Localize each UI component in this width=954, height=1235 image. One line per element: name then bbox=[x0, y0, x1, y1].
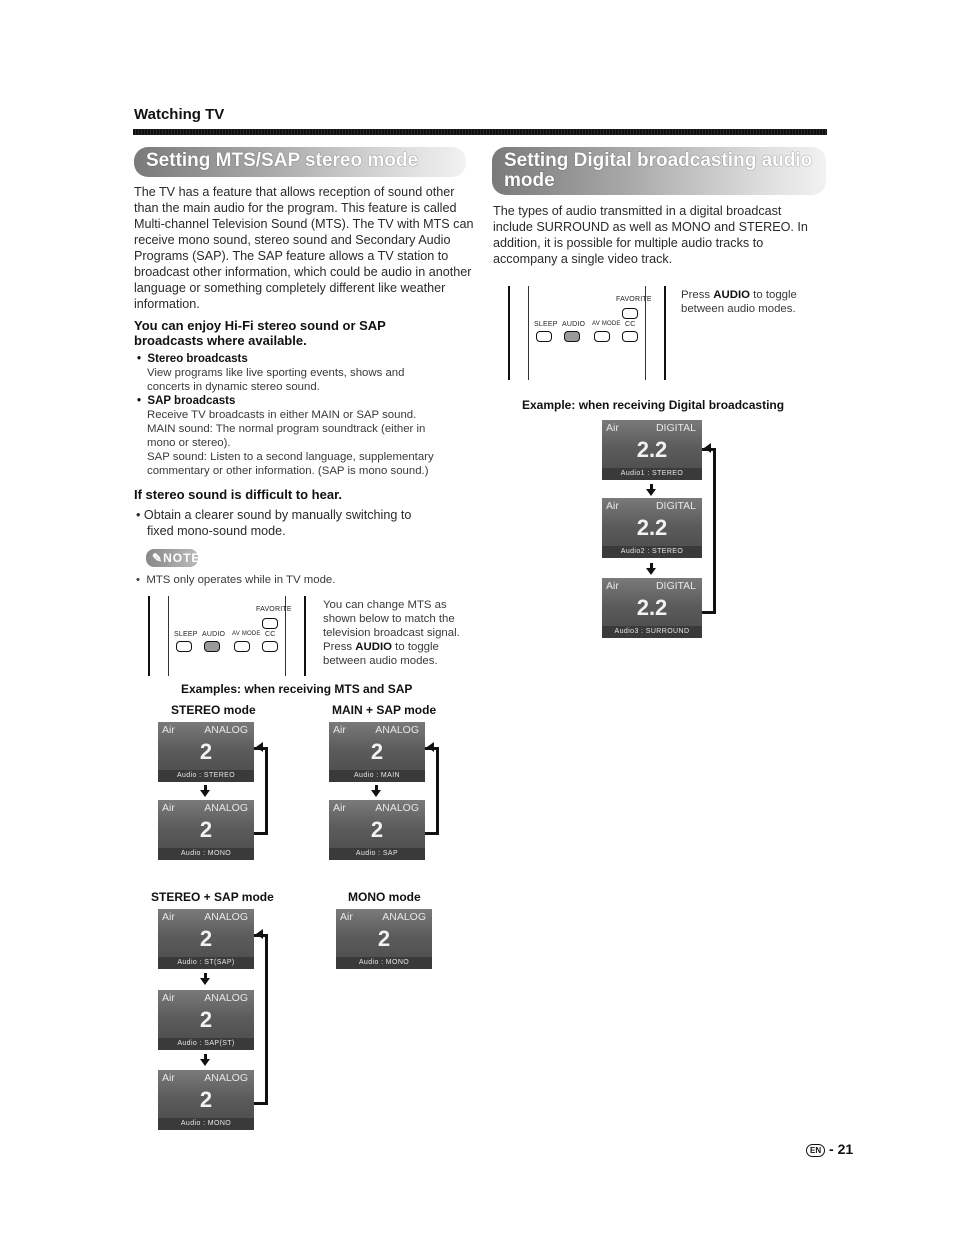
difficult-text-1: Obtain a clearer sound by manually switching to bbox=[143, 508, 412, 522]
stereo-mode-caption: STEREO mode bbox=[171, 703, 256, 717]
remote-text-5: between audio modes. bbox=[323, 655, 438, 667]
remote-text-4-post: to toggle bbox=[391, 641, 439, 653]
audio-status: Audio : MONO bbox=[336, 957, 432, 969]
mts-intro-paragraph: The TV has a feature that allows reception of sound other than the main audio for the program. This feature is called Multi-channel Television Sound (MTS). The TV with MTS can receive mono sound, stereo sound and Secondary Audio Programs (SAP). The SAP feature allows a TV station to broadcast other information, which could be audio in another language or something completely different like weather information. bbox=[134, 185, 474, 311]
channel-number: 2 bbox=[199, 817, 213, 842]
stereo-text-2: concerts in dynamic stereo sound. bbox=[147, 381, 320, 393]
difficult-bullet: • Obtain a clearer sound by manually switching to bbox=[136, 508, 412, 522]
analog-label: ANALOG bbox=[382, 911, 426, 923]
cycle-bracket bbox=[254, 934, 268, 1105]
audio-status: Audio : ST(SAP) bbox=[158, 957, 254, 969]
cc-button[interactable] bbox=[262, 641, 278, 652]
audio-status: Audio : MAIN bbox=[329, 770, 425, 782]
tv-info-st-sap bbox=[158, 909, 254, 969]
remote-illustration-left bbox=[148, 596, 306, 676]
audio-status: Audio1 : STEREO bbox=[602, 468, 702, 480]
air-label: Air bbox=[333, 724, 346, 736]
avmode-button[interactable] bbox=[234, 641, 250, 652]
audio-button[interactable] bbox=[204, 641, 220, 652]
sleep-button[interactable] bbox=[176, 641, 192, 652]
down-arrow-icon bbox=[200, 790, 210, 797]
audio-status: Audio : STEREO bbox=[158, 770, 254, 782]
left-arrow-icon bbox=[427, 742, 434, 752]
favorite-button[interactable] bbox=[622, 308, 638, 319]
channel-number: 2.2 bbox=[636, 437, 668, 462]
examples-caption: Examples: when receiving MTS and SAP bbox=[181, 682, 413, 696]
press-bold: AUDIO bbox=[713, 289, 750, 301]
analog-label: ANALOG bbox=[204, 802, 248, 814]
air-label: Air bbox=[162, 1072, 175, 1084]
channel-number: 2.2 bbox=[636, 515, 668, 540]
audio-status: Audio : SAP(ST) bbox=[158, 1038, 254, 1050]
tv-info-stereo bbox=[158, 722, 254, 782]
main-sap-mode-caption: MAIN + SAP mode bbox=[332, 703, 437, 717]
mono-mode-caption: MONO mode bbox=[348, 890, 421, 904]
remote-text-3: television broadcast signal. bbox=[323, 627, 460, 639]
digital-example-caption: Example: when receiving Digital broadcasting bbox=[522, 398, 785, 412]
analog-label: ANALOG bbox=[375, 724, 419, 736]
sleep-label: SLEEP bbox=[534, 321, 558, 328]
sleep-label: SLEEP bbox=[174, 631, 198, 638]
avmode-label: AV MODE bbox=[592, 321, 621, 327]
air-label: Air bbox=[606, 580, 619, 592]
tv-info-audio2 bbox=[602, 498, 702, 558]
remote-illustration-right bbox=[508, 286, 666, 380]
audio-status: Audio : MONO bbox=[158, 1118, 254, 1130]
air-label: Air bbox=[606, 500, 619, 512]
cc-label: CC bbox=[625, 321, 636, 328]
difficult-heading: If stereo sound is difficult to hear. bbox=[134, 487, 343, 502]
press-audio-text bbox=[681, 288, 797, 302]
tv-info-sap bbox=[329, 800, 425, 860]
channel-number: 2 bbox=[199, 1087, 213, 1112]
digital-label: DIGITAL bbox=[655, 500, 696, 512]
left-arrow-icon bbox=[704, 443, 711, 453]
header-rule bbox=[133, 129, 827, 135]
analog-label: ANALOG bbox=[204, 992, 248, 1004]
down-arrow-icon bbox=[200, 1059, 210, 1066]
sleep-button[interactable] bbox=[536, 331, 552, 342]
sap-text-4: SAP sound: Listen to a second language, supplementary bbox=[147, 451, 434, 463]
down-arrow-icon bbox=[646, 489, 656, 496]
press-post: to toggle bbox=[749, 289, 797, 301]
cycle-bracket bbox=[702, 448, 716, 614]
channel-number: 2 bbox=[199, 926, 213, 951]
favorite-label: FAVORITE bbox=[256, 606, 292, 613]
tv-info-mono-only bbox=[336, 909, 432, 969]
digital-title-line2: mode bbox=[504, 170, 555, 191]
digital-label: DIGITAL bbox=[655, 580, 696, 592]
audio-label: AUDIO bbox=[562, 321, 586, 328]
note-bullet: • MTS only operates while in TV mode. bbox=[136, 574, 336, 586]
analog-label: ANALOG bbox=[204, 724, 248, 736]
tv-info-main bbox=[329, 722, 425, 782]
audio-status: Audio2 : STEREO bbox=[602, 546, 702, 558]
air-label: Air bbox=[162, 724, 175, 736]
air-label: Air bbox=[333, 802, 346, 814]
hifi-heading-line2: broadcasts where available. bbox=[134, 333, 307, 348]
avmode-button[interactable] bbox=[594, 331, 610, 342]
section-title-digital-audio bbox=[492, 147, 826, 195]
audio-button[interactable] bbox=[564, 331, 580, 342]
air-label: Air bbox=[162, 992, 175, 1004]
down-arrow-icon bbox=[371, 790, 381, 797]
sap-text-3: mono or stereo). bbox=[147, 437, 231, 449]
tv-info-audio1 bbox=[602, 420, 702, 480]
remote-text-1: You can change MTS as bbox=[323, 599, 447, 611]
air-label: Air bbox=[606, 422, 619, 434]
tv-info-sap-st bbox=[158, 990, 254, 1050]
stereo-broadcasts-heading: Stereo broadcasts bbox=[147, 353, 248, 365]
sap-bullet: • SAP broadcasts bbox=[137, 395, 236, 407]
sap-text-5: commentary or other information. (SAP is mono sound.) bbox=[147, 465, 429, 477]
section-title-mts-sap: Setting MTS/SAP stereo mode bbox=[134, 147, 466, 177]
tv-info-audio3 bbox=[602, 578, 702, 638]
note-badge bbox=[146, 549, 201, 567]
press-pre: Press bbox=[681, 289, 714, 301]
air-label: Air bbox=[340, 911, 353, 923]
hifi-heading-line1: You can enjoy Hi-Fi stereo sound or SAP bbox=[134, 318, 386, 333]
digital-intro-paragraph: The types of audio transmitted in a digital broadcast include SURROUND as well as MONO and STEREO. In addition, it is possible for multiple audio tracks to accompany a single video track. bbox=[493, 204, 808, 266]
section-header: Watching TV bbox=[134, 106, 225, 123]
page-number-text: - 21 bbox=[829, 1141, 854, 1157]
sap-text-2: MAIN sound: The normal program soundtrack (either in bbox=[147, 423, 426, 435]
press-audio-line2: between audio modes. bbox=[681, 303, 796, 315]
stereo-sap-mode-caption: STEREO + SAP mode bbox=[151, 890, 274, 904]
sap-text-1: Receive TV broadcasts in either MAIN or SAP sound. bbox=[147, 409, 417, 421]
channel-number: 2 bbox=[377, 926, 391, 951]
favorite-button[interactable] bbox=[262, 618, 278, 629]
language-badge: EN bbox=[806, 1144, 825, 1157]
audio-status: Audio3 : SURROUND bbox=[602, 626, 702, 638]
note-icon: ✎ bbox=[152, 551, 164, 565]
analog-label: ANALOG bbox=[375, 802, 419, 814]
channel-number: 2 bbox=[370, 817, 384, 842]
note-label: NOTE bbox=[163, 551, 201, 565]
audio-label: AUDIO bbox=[202, 631, 226, 638]
channel-number: 2 bbox=[370, 739, 384, 764]
analog-label: ANALOG bbox=[204, 911, 248, 923]
down-arrow-icon bbox=[200, 978, 210, 985]
tv-info-mono-2 bbox=[158, 1070, 254, 1130]
remote-text-4-pre: Press bbox=[323, 641, 356, 653]
remote-text-4 bbox=[323, 640, 439, 654]
digital-title-line1: Setting Digital broadcasting audio bbox=[504, 150, 813, 171]
remote-text-2: shown below to match the bbox=[323, 613, 455, 625]
note-text: MTS only operates while in TV mode. bbox=[146, 574, 336, 586]
stereo-text-1: View programs like live sporting events, shows and bbox=[147, 367, 405, 379]
difficult-text-2: fixed mono-sound mode. bbox=[147, 524, 286, 538]
favorite-label: FAVORITE bbox=[616, 296, 652, 303]
audio-status: Audio : SAP bbox=[329, 848, 425, 860]
cycle-bracket bbox=[254, 747, 268, 835]
avmode-label: AV MODE bbox=[232, 631, 261, 637]
air-label: Air bbox=[162, 802, 175, 814]
remote-text-4-bold: AUDIO bbox=[355, 641, 392, 653]
channel-number: 2 bbox=[199, 739, 213, 764]
sap-broadcasts-heading: SAP broadcasts bbox=[147, 395, 236, 407]
digital-label: DIGITAL bbox=[655, 422, 696, 434]
down-arrow-icon bbox=[646, 568, 656, 575]
page-number bbox=[806, 1141, 853, 1157]
cc-label: CC bbox=[265, 631, 276, 638]
left-arrow-icon bbox=[256, 742, 263, 752]
channel-number: 2 bbox=[199, 1007, 213, 1032]
cc-button[interactable] bbox=[622, 331, 638, 342]
left-arrow-icon bbox=[256, 929, 263, 939]
analog-label: ANALOG bbox=[204, 1072, 248, 1084]
tv-info-mono bbox=[158, 800, 254, 860]
channel-number: 2.2 bbox=[636, 595, 668, 620]
stereo-bullet: • Stereo broadcasts bbox=[137, 353, 248, 365]
cycle-bracket bbox=[425, 747, 439, 835]
audio-status: Audio : MONO bbox=[158, 848, 254, 860]
air-label: Air bbox=[162, 911, 175, 923]
